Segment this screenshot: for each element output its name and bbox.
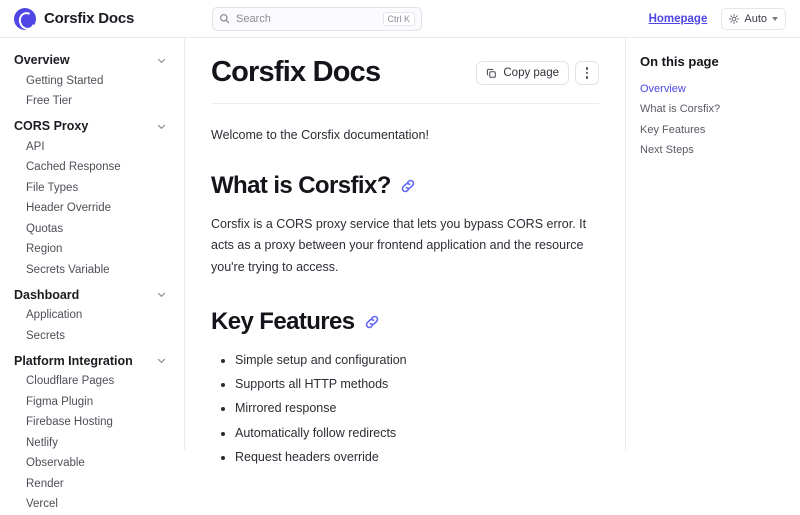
key-features-list (211, 350, 599, 467)
section-paragraph-what-is-corsfix: Corsfix is a CORS proxy service that lets you bypass CORS error. It acts as a proxy between your frontend application and the resource you're trying to access. (211, 217, 587, 274)
search-icon (219, 13, 230, 24)
sidebar-group-header-platform-integration[interactable] (14, 351, 174, 371)
sidebar-item-vercel[interactable]: Vercel (26, 498, 58, 511)
sidebar-item-secrets[interactable]: Secrets (26, 329, 65, 342)
sidebar-item-header-override[interactable]: Header Override (26, 202, 112, 215)
chevron-down-icon (157, 290, 166, 299)
sidebar-item-quotas[interactable]: Quotas (26, 222, 64, 235)
section-heading-key-features (211, 308, 599, 336)
main-content (185, 38, 625, 464)
sun-icon (729, 14, 739, 24)
sidebar-item-getting-started[interactable]: Getting Started (26, 74, 104, 87)
toc-item-overview[interactable]: Overview (640, 83, 686, 95)
sidebar-group-header-dashboard[interactable] (14, 285, 174, 305)
sidebar-group-overview (14, 50, 174, 112)
chevron-down-icon (157, 356, 166, 365)
sidebar-group-label: Overview (14, 53, 70, 67)
intro-paragraph: Welcome to the Corsfix documentation! (211, 128, 429, 142)
sidebar-item-firebase-hosting[interactable]: Firebase Hosting (26, 416, 113, 429)
table-of-contents (625, 38, 800, 450)
list-item: • Mirrored response (235, 398, 599, 418)
sidebar-item-figma-plugin[interactable]: Figma Plugin (26, 395, 94, 408)
sidebar-item-netlify[interactable]: Netlify (26, 436, 58, 449)
theme-label: Auto (744, 12, 767, 25)
kebab-dot (586, 76, 589, 79)
sidebar-item-file-types[interactable]: File Types (26, 181, 79, 194)
sidebar-group-label: Dashboard (14, 287, 80, 302)
page-title-row (211, 56, 599, 89)
toc-item-next-steps[interactable]: Next Steps (640, 143, 694, 156)
sidebar-group-platform-integration (14, 351, 174, 515)
section-heading-text: What is Corsfix? (211, 172, 391, 199)
section-heading-what-is-corsfix (211, 172, 599, 200)
title-divider (211, 103, 599, 104)
list-item: • Request headers override (235, 447, 599, 467)
app-header (0, 0, 800, 38)
sidebar-item-observable[interactable]: Observable (26, 457, 85, 470)
sidebar-group-cors-proxy (14, 116, 174, 281)
brand-title: Corsfix Docs (44, 10, 135, 27)
homepage-link[interactable]: Homepage (648, 12, 708, 25)
chevron-down-icon (772, 17, 778, 21)
toc-title: On this page (640, 54, 719, 69)
list-item: • Automatically follow redirects (235, 423, 599, 443)
sidebar-item-secrets-variable[interactable]: Secrets Variable (26, 263, 110, 276)
search-shortcut: Ctrl K (383, 12, 416, 26)
list-item: • Simple setup and configuration (235, 350, 599, 370)
theme-toggle-button[interactable] (721, 8, 786, 30)
search-input[interactable] (212, 7, 422, 31)
search-placeholder: Search (236, 12, 271, 25)
app-body (0, 38, 800, 511)
toc-item-what-is-corsfix[interactable]: What is Corsfix? (640, 103, 721, 116)
copy-page-button[interactable] (476, 61, 569, 85)
brand[interactable] (14, 8, 194, 30)
link-anchor-icon[interactable] (364, 314, 380, 330)
sidebar-group-label: Platform Integration (14, 353, 133, 368)
chevron-down-icon (157, 122, 166, 131)
chevron-down-icon (157, 56, 166, 65)
copy-icon (486, 68, 497, 79)
sidebar-item-free-tier[interactable]: Free Tier (26, 95, 73, 108)
sidebar (0, 38, 185, 511)
list-item: • Supports all HTTP methods (235, 374, 599, 394)
corsfix-logo-icon (14, 8, 36, 30)
sidebar-group-header-cors-proxy[interactable] (14, 116, 174, 136)
more-options-button[interactable] (575, 61, 599, 85)
sidebar-item-application[interactable]: Application (26, 309, 83, 322)
sidebar-item-cached-response[interactable]: Cached Response (26, 161, 121, 174)
sidebar-group-header-overview[interactable] (14, 50, 174, 70)
kebab-dot (586, 67, 589, 70)
sidebar-item-render[interactable]: Render (26, 477, 64, 490)
page-actions (476, 56, 599, 85)
section-heading-text: Key Features (211, 307, 355, 335)
sidebar-item-api[interactable]: API (26, 140, 45, 153)
copy-page-label: Copy page (503, 67, 559, 79)
sidebar-group-dashboard (14, 285, 174, 347)
link-anchor-icon[interactable] (400, 178, 416, 194)
sidebar-item-region[interactable]: Region (26, 243, 63, 256)
sidebar-item-cloudflare-pages[interactable]: Cloudflare Pages (26, 375, 115, 388)
page-title: Corsfix Docs (211, 56, 381, 88)
header-actions (649, 8, 786, 30)
kebab-dot (586, 72, 589, 75)
toc-item-key-features[interactable]: Key Features (640, 123, 706, 136)
sidebar-group-label: CORS Proxy (14, 119, 89, 134)
